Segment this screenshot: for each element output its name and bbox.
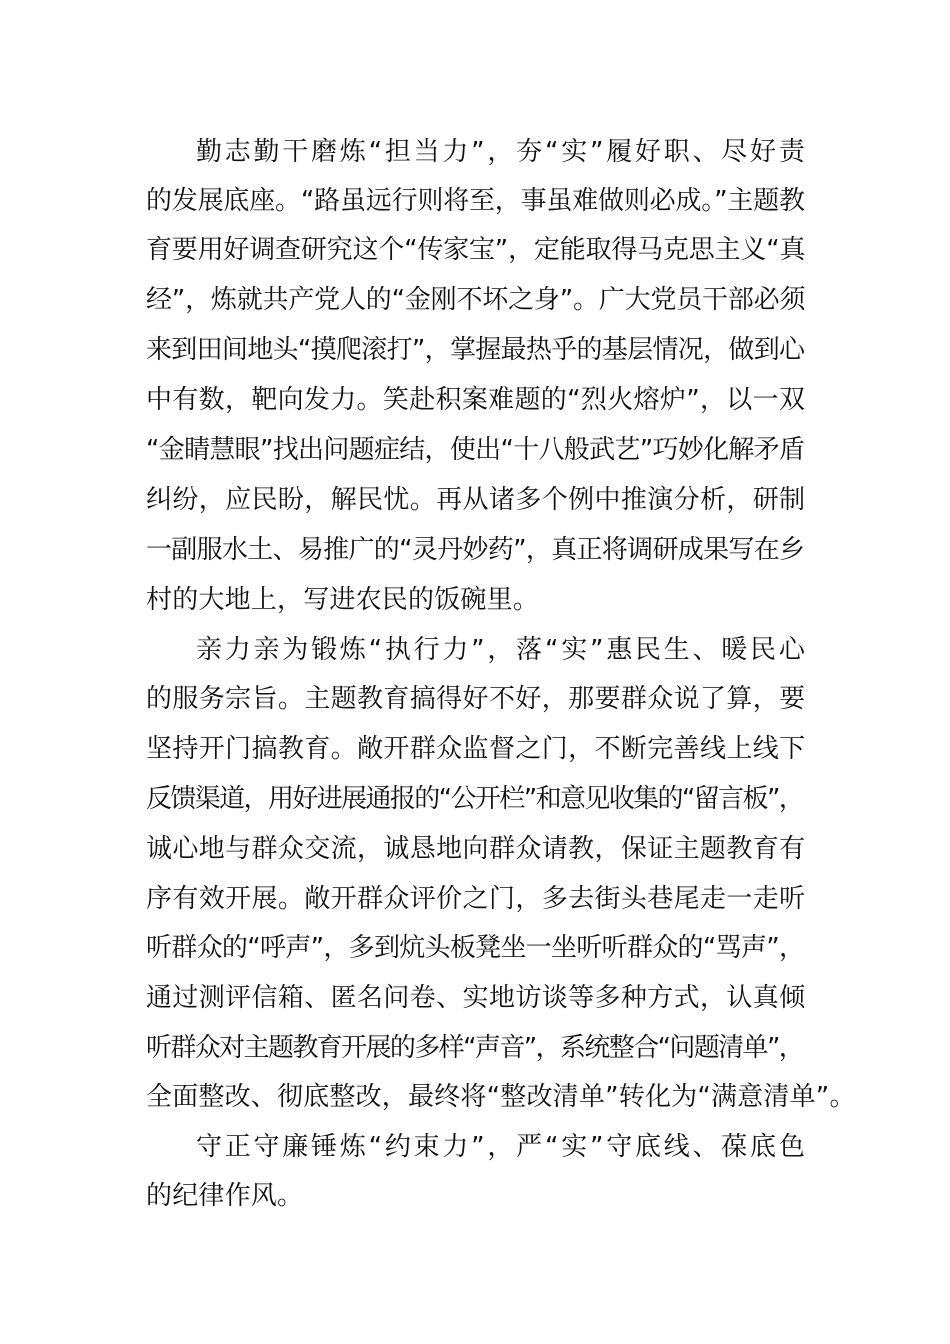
paragraph-2-line-8: 通过测评信箱、匿名问卷、实地访谈等多种方式，认真倾 — [146, 983, 806, 1013]
paragraph-2-line-5: 诚心地与群众交流，诚恳地向群众请教，保证主题教育有 — [146, 834, 806, 864]
paragraph-1-line-1: 勤志勤干磨炼“担当力”，夯“实”履好职、尽好责 — [196, 137, 808, 167]
paragraph-3-line-2: 的纪律作风。 — [146, 1181, 304, 1211]
paragraph-2-line-4: 反馈渠道，用好进展通报的“公开栏”和意见收集的“留言板”， — [146, 784, 804, 814]
paragraph-2-line-3: 坚持开门搞教育。敞开群众监督之门，不断完善线上线下 — [146, 734, 806, 764]
paragraph-2-line-1: 亲力亲为锻炼“执行力”，落“实”惠民生、暖民心 — [196, 635, 808, 665]
paragraph-1-line-10: 村的大地上，写进农民的饭碗里。 — [146, 585, 540, 615]
paragraph-3-line-1: 守正守廉锤炼“约束力”，严“实”守底线、葆底色 — [196, 1132, 808, 1162]
paragraph-2-line-9: 听群众对主题教育开展的多样“声音”，系统整合“问题清单”， — [146, 1033, 804, 1063]
paragraph-2-line-7: 听群众的“呼声”，多到炕头板凳坐一坐听听群众的“骂声”， — [146, 933, 805, 963]
paragraph-1-line-6: 中有数，靶向发力。笑赴积案难题的“烈火熔炉”，以一双 — [146, 385, 806, 415]
paragraph-1-line-3: 育要用好调查研究这个“传家宝”，定能取得马克思主义“真 — [146, 235, 806, 265]
paragraph-2-line-2: 的服务宗旨。主题教育搞得好不好，那要群众说了算，要 — [146, 684, 806, 714]
paragraph-1-line-7: “金睛慧眼”找出问题症结，使出“十八般武艺”巧妙化解矛盾 — [146, 435, 805, 465]
paragraph-1-line-9: 一副服水土、易推广的“灵丹妙药”，真正将调研成果写在乡 — [146, 535, 805, 565]
paragraph-1-line-8: 纠纷，应民盼，解民忧。再从诸多个例中推演分析，研制 — [146, 485, 806, 515]
paragraph-1-line-4: 经”，炼就共产党人的“金刚不坏之身”。广大党员干部必须 — [146, 285, 806, 315]
paragraph-2-line-6: 序有效开展。敞开群众评价之门，多去街头巷尾走一走听 — [146, 884, 806, 914]
paragraph-1-line-5: 来到田间地头“摸爬滚打”，掌握最热乎的基层情况，做到心 — [146, 335, 805, 365]
paragraph-2-line-10: 全面整改、彻底整改，最终将“整改清单”转化为“满意清单”。 — [146, 1082, 856, 1112]
paragraph-1-line-2: 的发展底座。“路虽远行则将至，事虽难做则必成。”主题教 — [146, 186, 805, 216]
